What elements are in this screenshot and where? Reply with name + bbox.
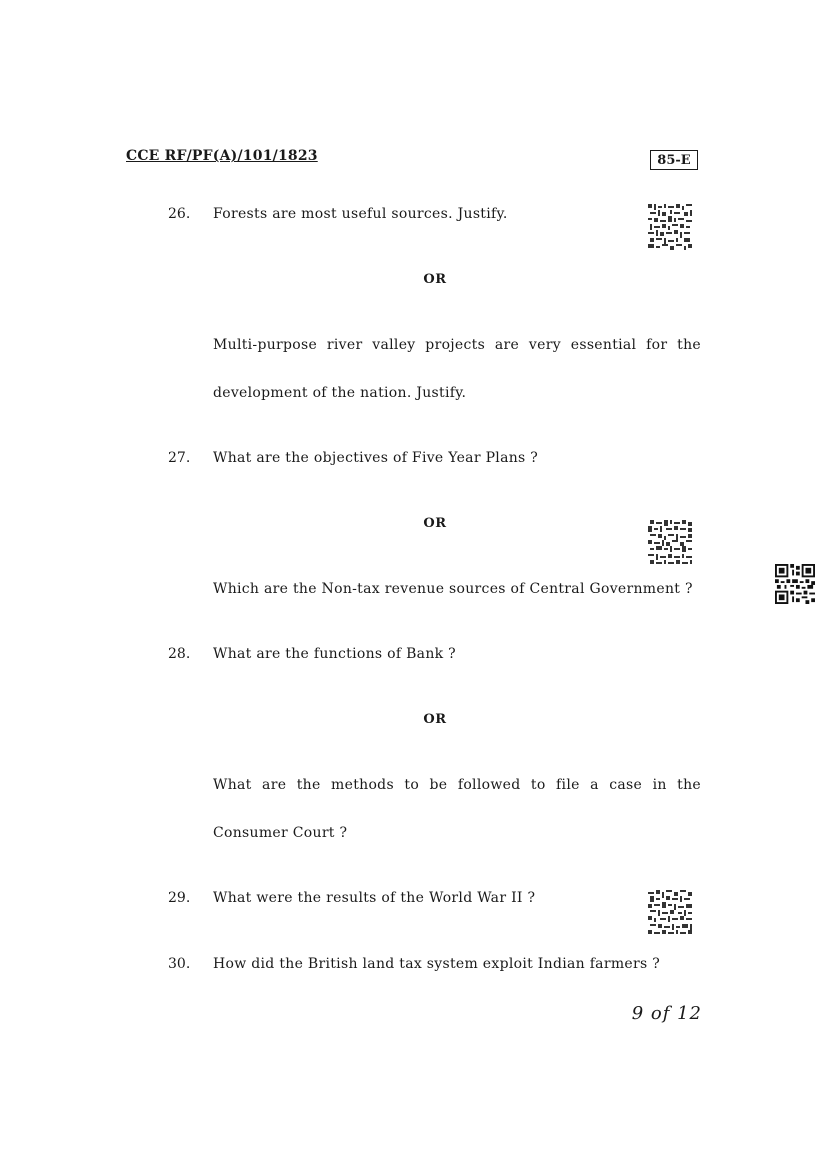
question-number: 28. xyxy=(168,646,191,662)
qr-code-icon xyxy=(648,890,694,936)
alternative-question-text: Which are the Non-tax revenue sources of Central Government ? xyxy=(213,581,693,597)
question-text: What are the objectives of Five Year Plans ? xyxy=(213,450,539,466)
page-number: 9 of 12 xyxy=(631,1003,702,1024)
question-number: 30. xyxy=(168,956,191,972)
or-separator: OR xyxy=(423,272,447,287)
question-text: Forests are most useful sources. Justify. xyxy=(213,206,508,222)
alternative-question-text: Multi-purpose river valley projects are very essential for the xyxy=(213,337,701,353)
or-separator: OR xyxy=(423,516,447,531)
question-text: What are the functions of Bank ? xyxy=(213,646,456,662)
qr-code-icon xyxy=(775,564,815,604)
question-number: 27. xyxy=(168,450,191,466)
or-separator: OR xyxy=(423,712,447,727)
qr-code-icon xyxy=(648,520,694,566)
alternative-question-text: What are the methods to be followed to file a case in the xyxy=(213,777,701,793)
qr-code-icon xyxy=(648,204,694,250)
paper-code-badge: 85-E xyxy=(650,150,698,170)
question-text: What were the results of the World War II ? xyxy=(213,890,536,906)
question-number: 29. xyxy=(168,890,191,906)
alternative-question-text: development of the nation. Justify. xyxy=(213,385,467,401)
question-number: 26. xyxy=(168,206,191,222)
alternative-question-text: Consumer Court ? xyxy=(213,825,348,841)
question-text: How did the British land tax system exploit Indian farmers ? xyxy=(213,956,661,972)
document-code: CCE RF/PF(A)/101/1823 xyxy=(126,148,318,164)
